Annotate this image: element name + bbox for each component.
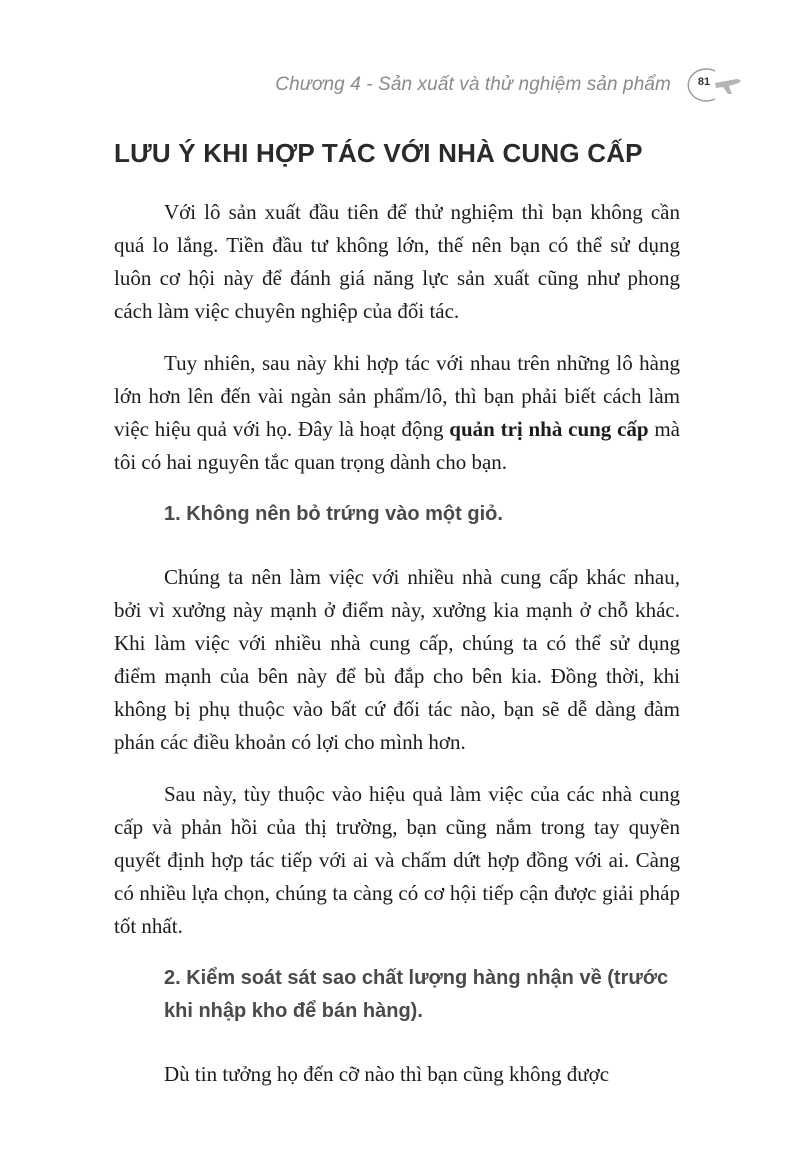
- page-number-badge: [685, 63, 745, 107]
- paragraph-1: Với lô sản xuất đầu tiên để thử nghiệm thì bạn không cần quá lo lắng. Tiền đầu tư không lớn, thế nên bạn có thể sử dụng luôn cơ hội này để đánh giá năng lực sản xuất cũng như phong cách làm việc chuyên nghiệp của đối tác.: [114, 200, 680, 323]
- paragraph-2-text-b: mà tôi có hai nguyên tắc quan trọng dành cho bạn.: [114, 417, 680, 474]
- paragraph-2: [114, 347, 680, 479]
- paragraph-4: Sau này, tùy thuộc vào hiệu quả làm việc của các nhà cung cấp và phản hồi của thị trường, bạn cũng nắm trong tay quyền quyết định hợp tác tiếp với ai và chấm dứt hợp đồng với ai. Càng có nhiều lựa chọn, chúng ta càng có cơ hội tiếp cận được giải pháp tốt nhất.: [114, 782, 680, 938]
- paragraph-2-bold-term: quản trị nhà cung cấp: [449, 417, 649, 441]
- subheading-1: 1. Không nên bỏ trứng vào một giỏ.: [164, 503, 503, 525]
- paragraph-5: Dù tin tưởng họ đến cỡ nào thì bạn cũng không được: [164, 1062, 610, 1086]
- paragraph-3: Chúng ta nên làm việc với nhiều nhà cung cấp khác nhau, bởi vì xưởng này mạnh ở điểm này, xưởng kia mạnh ở chỗ khác. Khi làm việc với nhiều nhà cung cấp, chúng ta có thể sử dụng điểm mạnh của bên này để bù đắp cho bên kia. Đồng thời, khi không bị phụ thuộc vào bất cứ đối tác nào, bạn sẽ dễ dàng đàm phán các điều khoản có lợi cho mình hơn.: [114, 565, 680, 754]
- chapter-title: Chương 4 - Sản xuất và thử nghiệm sản phẩm: [275, 74, 671, 95]
- page-number: 81: [697, 76, 711, 88]
- subheading-2: 2. Kiểm soát sát sao chất lượng hàng nhận về (trước khi nhập kho để bán hàng).: [164, 967, 669, 1022]
- paragraph-2-text-a: Tuy nhiên, sau này khi hợp tác với nhau trên những lô hàng lớn hơn lên đến vài ngàn sản phẩm/lô, thì bạn phải biết cách làm việc hiệu quả với họ. Đây là hoạt động: [114, 351, 680, 441]
- body-content: [114, 196, 680, 1110]
- page-header: [275, 60, 745, 110]
- section-title: LƯU Ý KHI HỢP TÁC VỚI NHÀ CUNG CẤP: [114, 138, 643, 168]
